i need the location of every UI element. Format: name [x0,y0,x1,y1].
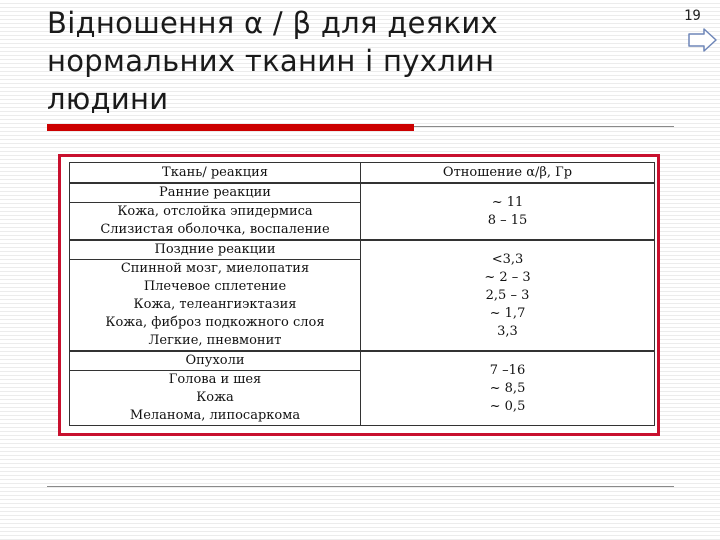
footer-rule [47,486,674,487]
group-label: Ранние реакции [70,183,361,203]
tissue-name: Кожа [196,390,234,405]
tissue-name: Кожа, фиброз подкожного слоя [105,315,325,330]
slide-number: 19 [684,8,701,24]
slide-title-line: людини [47,82,169,116]
tissue-cell [70,260,361,352]
alpha-beta-table [69,162,655,426]
tissue-name: Меланома, липосаркома [129,408,301,423]
slide-title-line: Відношення α / β для деяких [47,6,498,40]
next-slide-arrow-icon[interactable] [688,27,718,53]
ratio-value: ~ 11 [491,194,524,210]
group-row-early [70,183,655,203]
ratio-cell [361,240,655,351]
ratio-value: ~ 8,5 [489,380,526,396]
slide-title [47,4,607,118]
ratio-value: 3,3 [497,323,518,339]
table-frame [58,154,660,436]
header-ratio: Отношение α/β, Гр [361,163,655,184]
group-label: Поздние реакции [70,240,361,260]
ratio-value: 7 –16 [489,362,526,378]
tissue-cell [70,371,361,426]
ratio-value: <3,3 [491,251,524,267]
group-row-late [70,240,655,260]
tissue-name: Голова и шея [168,372,262,387]
group-label: Опухоли [70,351,361,371]
table-header-row [70,163,655,184]
tissue-name: Плечевое сплетение [143,279,287,294]
ratio-value: ~ 0,5 [489,398,526,414]
tissue-name: Кожа, телеангиэктазия [133,297,297,312]
ratio-value: 8 – 15 [487,212,528,228]
ratio-cell [361,183,655,240]
ratio-value: ~ 2 – 3 [484,269,531,285]
title-underline-accent [47,124,414,131]
tissue-name: Слизистая оболочка, воспаление [100,222,330,237]
ratio-cell [361,351,655,426]
slide-title-line: нормальних тканин і пухлин [47,44,495,78]
group-row-tumors [70,351,655,371]
header-tissue: Ткань/ реакция [70,163,361,184]
tissue-cell [70,203,361,241]
tissue-name: Легкие, пневмонит [148,333,282,348]
tissue-name: Кожа, отслойка эпидермиса [117,204,313,219]
tissue-name: Спинной мозг, миелопатия [120,261,310,276]
title-underline-rule [414,126,674,127]
ratio-value: ~ 1,7 [489,305,526,321]
ratio-value: 2,5 – 3 [485,287,530,303]
